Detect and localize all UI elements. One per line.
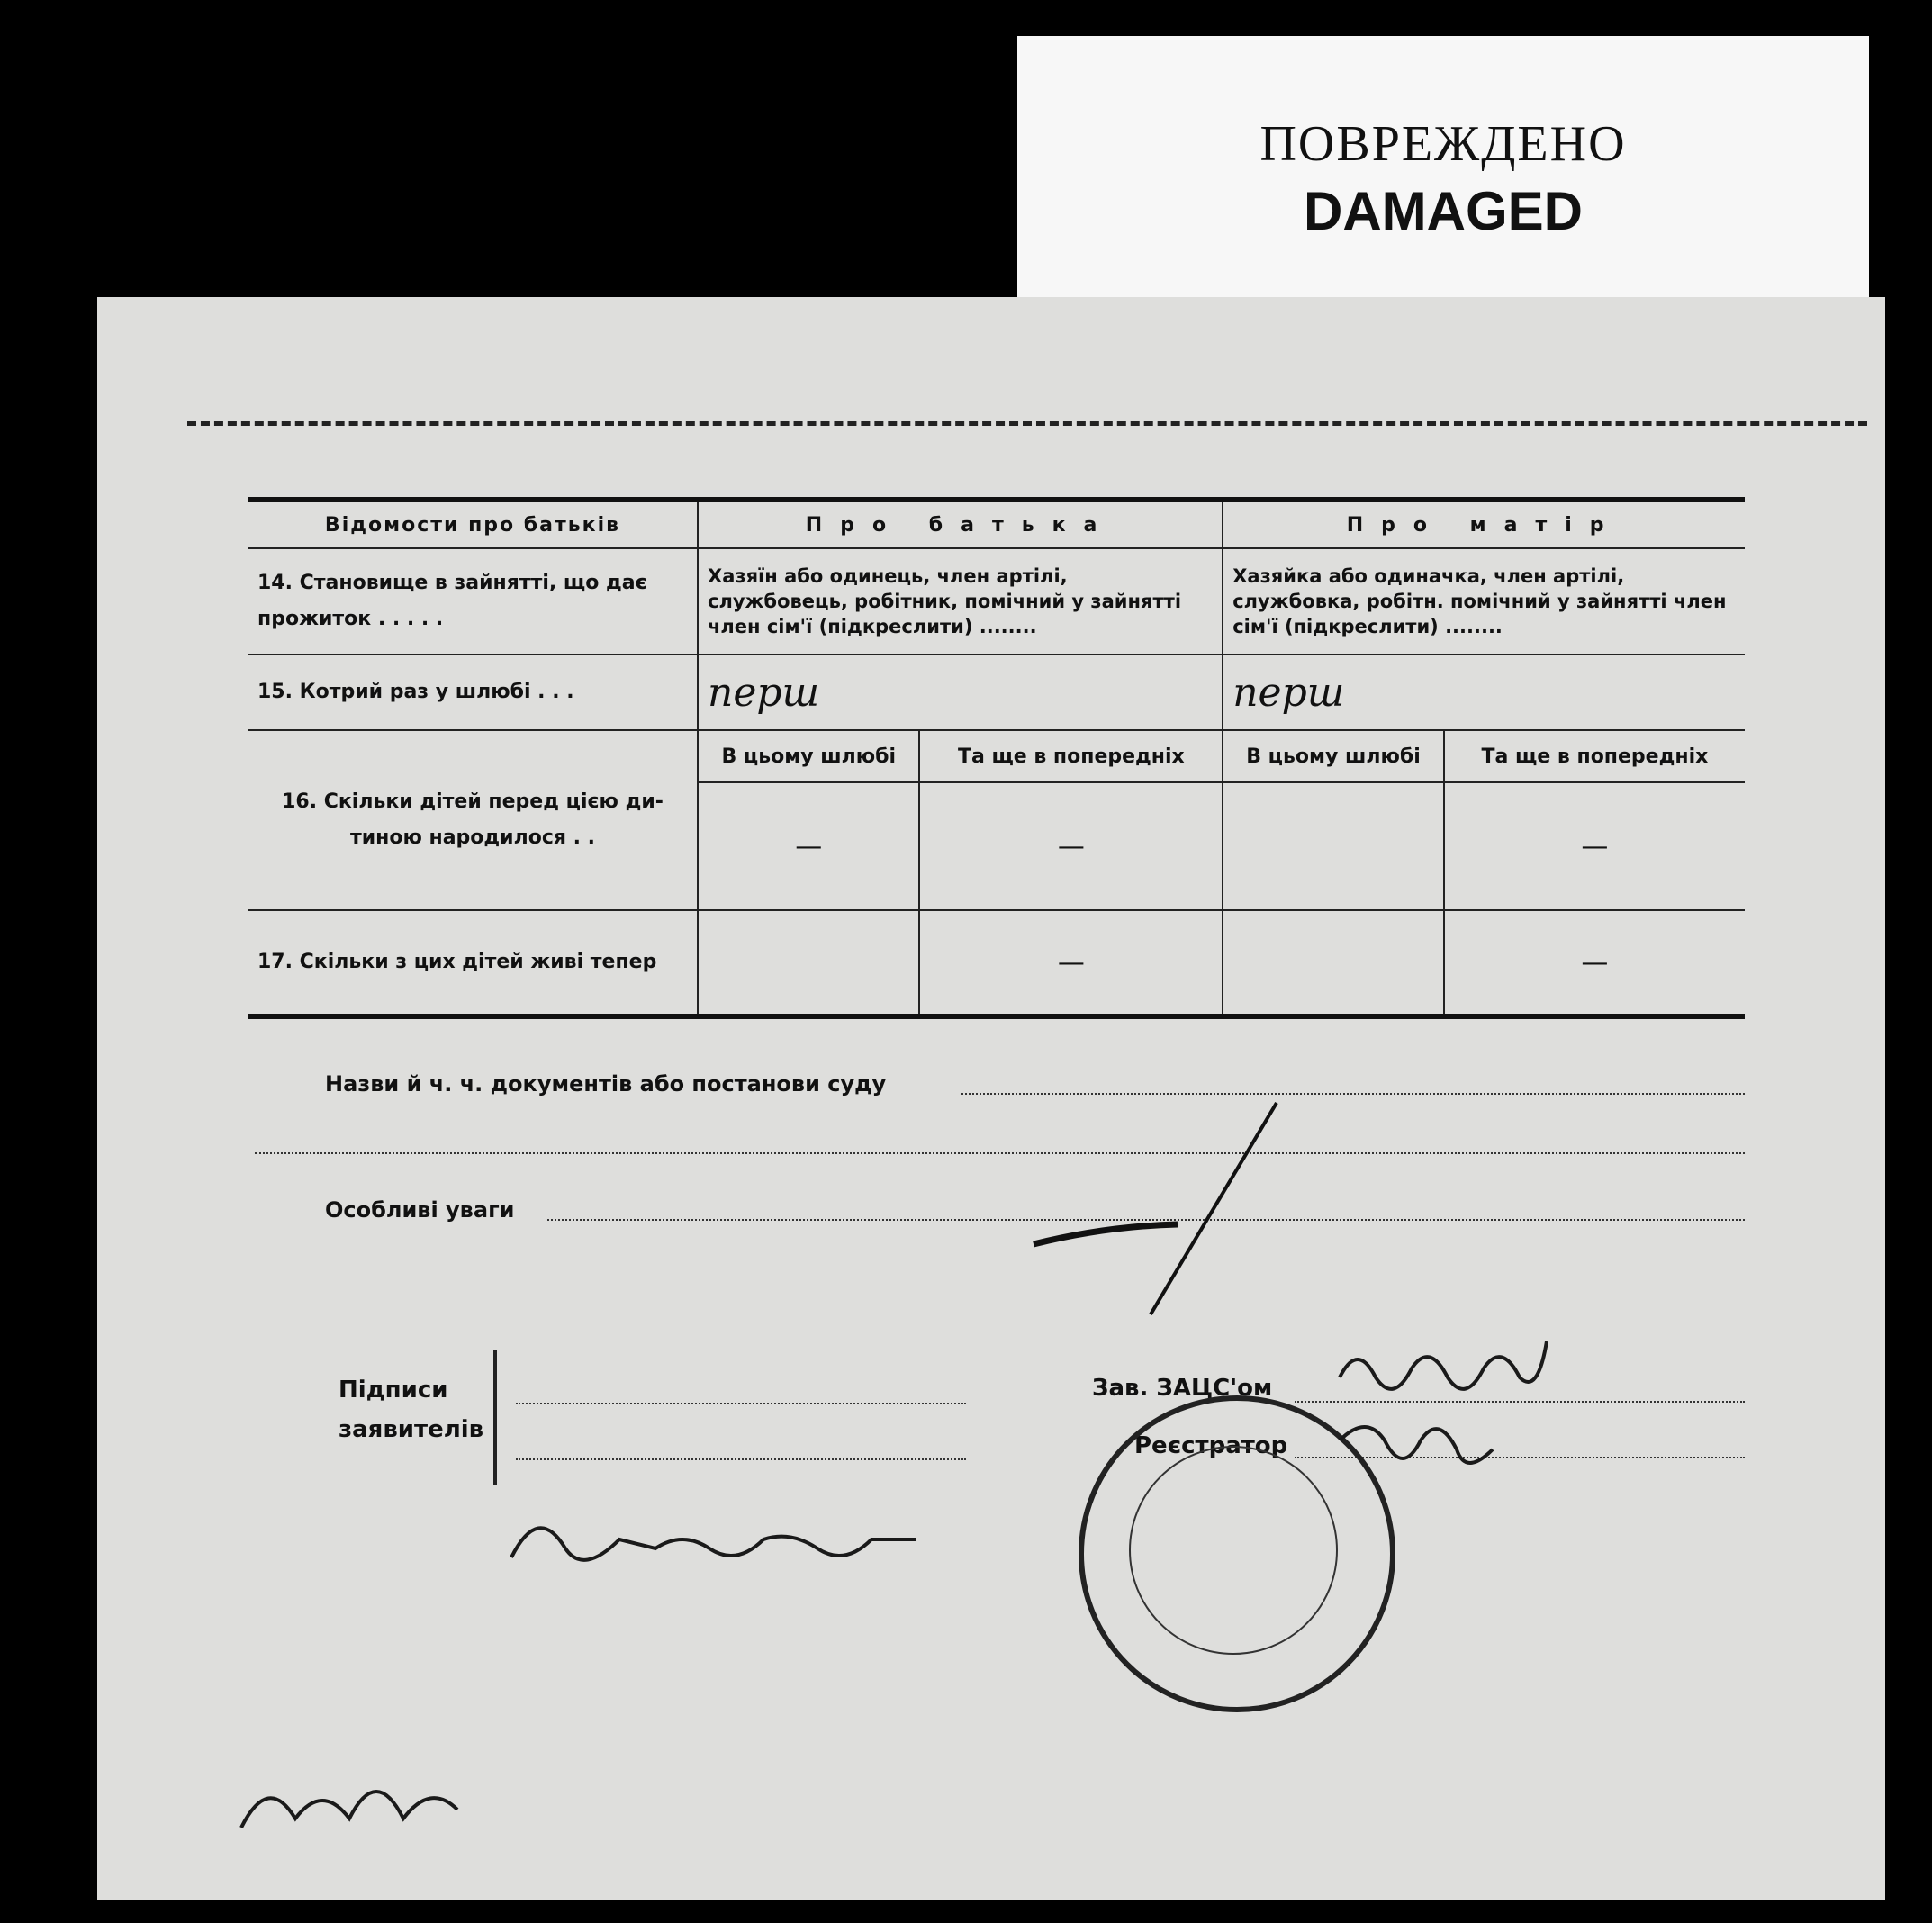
father-sub-this-marriage: В цьому шлюбі bbox=[698, 730, 919, 782]
registrar-signature-scribble bbox=[1340, 1427, 1493, 1463]
margin-note-number bbox=[241, 1792, 457, 1828]
cancel-stroke bbox=[1151, 1103, 1277, 1314]
damaged-label-en: DAMAGED bbox=[1304, 181, 1583, 241]
children-born-label-line1: 16. Скільки дітей перед цією ди- bbox=[282, 790, 664, 813]
occupation-label-line2: прожиток . . . . . bbox=[257, 608, 444, 630]
children-alive-label: 17. Скільки з цих дітей живі тепер bbox=[248, 910, 698, 1016]
mother-alive-previous: — bbox=[1444, 910, 1745, 1016]
marriage-number-label: 15. Котрий раз у шлюбі . . . bbox=[248, 655, 698, 730]
mother-occupation-options: Хазяйка або одиначка, член артілі, службовка, робітн. помічний у зайнятті член сім'ї (підкреслити) ........ bbox=[1223, 548, 1745, 655]
damaged-label-ru: ПОВРЕЖДЕНО bbox=[1259, 116, 1627, 172]
handwriting-overlay bbox=[97, 297, 1885, 1900]
mother-sub-this-marriage: В цьому шлюбі bbox=[1223, 730, 1444, 782]
father-alive-previous: — bbox=[919, 910, 1223, 1016]
applicants-label-line1: Підписи bbox=[339, 1377, 448, 1404]
father-occupation-options: Хазяїн або одинець, член артілі, службовець, робітник, помічний у зайнятті член сім'ї (підкреслити) ........ bbox=[698, 548, 1223, 655]
applicant-signature-scribble bbox=[511, 1528, 916, 1560]
occupation-label-line1: 14. Становище в зайнятті, що дає bbox=[257, 572, 647, 594]
cancel-dash bbox=[1034, 1224, 1178, 1244]
header-info: Відомости про батьків bbox=[248, 500, 698, 548]
header-father: Про батька bbox=[698, 500, 1223, 548]
father-marriage-number: перш bbox=[698, 655, 1223, 730]
form-sheet bbox=[97, 297, 1885, 1900]
applicants-label-line2: заявителів bbox=[339, 1416, 484, 1443]
header-mother: Про матір bbox=[1223, 500, 1745, 548]
father-children-previous: — bbox=[919, 782, 1223, 910]
head-zags-label: Зав. ЗАЦС'ом bbox=[1092, 1375, 1273, 1402]
documents-label: Назви й ч. ч. документів або постанови суду bbox=[325, 1071, 887, 1097]
children-born-label-line2: тиною народилося . . bbox=[349, 826, 596, 849]
registrar-label: Реєстратор bbox=[1134, 1432, 1288, 1459]
mother-marriage-number: перш bbox=[1223, 655, 1745, 730]
father-children-this: — bbox=[698, 782, 919, 910]
father-sub-previous: Та ще в попередніх bbox=[919, 730, 1223, 782]
head-signature-scribble bbox=[1340, 1341, 1547, 1389]
notes-label: Особливі уваги bbox=[325, 1197, 515, 1223]
mother-sub-previous: Та ще в попередніх bbox=[1444, 730, 1745, 782]
mother-children-previous: — bbox=[1444, 782, 1745, 910]
